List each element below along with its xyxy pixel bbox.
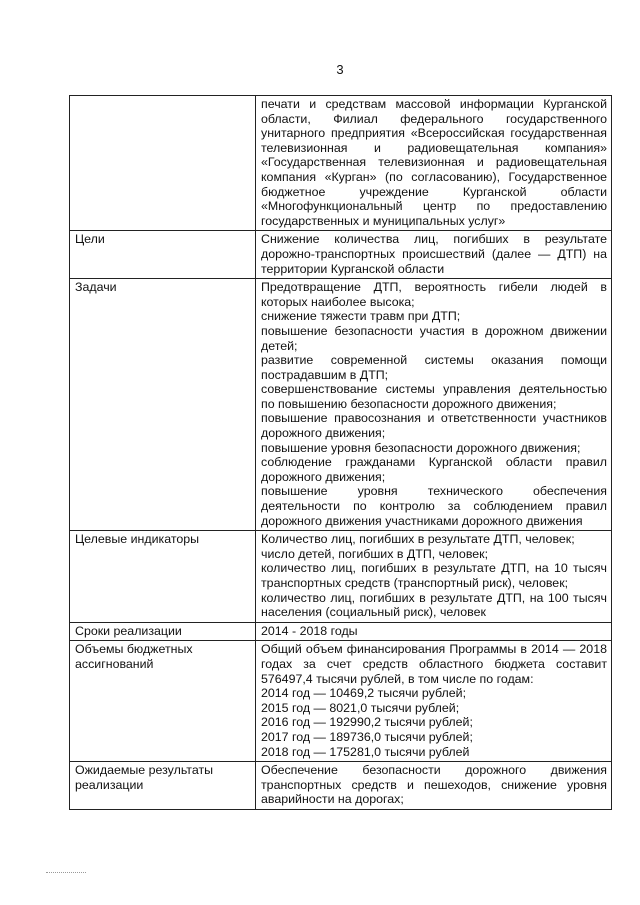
table-row (70, 96, 612, 231)
row-label: Объемы бюджетных ассигнований (70, 641, 256, 762)
value-line: печати и средствам массовой информации Курганской области, Филиал федерального государственного унитарного предприятия «Всероссийская государственная телевизионная и радиовещательная компания» «Государственная телевизионная и радиовещательная компания «Курган» (по согласованию), Государственное бюджетное учреждение Курганской области «Многофункциональный центр по предоставлению государственных и муниципальных услуг» (261, 97, 607, 228)
table-row (70, 531, 612, 623)
value-line: количество лиц, погибших в результате ДТП, на 10 тысяч транспортных средств (транспортный риск), человек; (261, 561, 607, 590)
table-row (70, 641, 612, 762)
value-line: 2015 год — 8021,0 тысячи рублей; (261, 700, 460, 715)
value-line: снижение тяжести травм при ДТП; (261, 309, 461, 324)
value-line: развитие современной системы оказания помощи пострадавшим в ДТП; (261, 353, 607, 382)
row-label: Задачи (70, 279, 256, 531)
table-row (70, 231, 612, 279)
row-label: Целевые индикаторы (70, 531, 256, 623)
row-label: Сроки реализации (70, 622, 256, 641)
value-line: повышение уровня технического обеспечения деятельности по контролю за соблюдением правил дорожного движения участниками дорожного движения (261, 484, 607, 528)
table-row (70, 762, 612, 810)
value-line: число детей, погибших в ДТП, человек; (261, 546, 489, 561)
value-line: Общий объем финансирования Программы в 2014 — 2018 годах за счет средств областного бюджета составит 576497,4 тысячи рублей, в том числе по годам: (261, 642, 607, 686)
table-row (70, 279, 612, 531)
value-line: повышение уровня безопасности дорожного движения; (261, 440, 581, 455)
value-line: 2014 год — 10469,2 тысячи рублей; (261, 686, 467, 701)
row-label: Ожидаемые результаты реализации (70, 762, 256, 810)
table-body (70, 96, 612, 810)
value-line: Снижение количества лиц, погибших в результате дорожно-транспортных происшествий (далее — ДТП) на территории Курганской области (261, 232, 607, 276)
value-line: Обеспечение безопасности дорожного движения транспортных средств и пешеходов, снижение уровня аварийности на дорогах; (261, 763, 607, 807)
value-line: повышение безопасности участия в дорожном движении детей; (261, 323, 607, 353)
value-line: количество лиц, погибших в результате ДТП, на 100 тысяч населения (социальный риск), человек (261, 590, 607, 620)
value-line: 2017 год — 189736,0 тысячи рублей; (261, 729, 473, 744)
value-line: Предотвращение ДТП, вероятность гибели людей в которых наиболее высока; (261, 280, 607, 309)
scan-artifact (46, 872, 86, 875)
row-label: Цели (70, 231, 256, 279)
program-passport-table (69, 95, 612, 810)
row-value (256, 231, 612, 279)
value-line: 2016 год — 192990,2 тысячи рублей; (261, 715, 473, 730)
value-line: 2018 год — 175281,0 тысячи рублей (261, 744, 470, 759)
row-value (256, 622, 612, 641)
page-number: 3 (336, 62, 344, 77)
row-value (256, 531, 612, 623)
row-value (256, 762, 612, 810)
value-line: 2014 - 2018 годы (261, 623, 358, 638)
value-line: совершенствование системы управления деятельностью по повышению безопасности дорожного движения; (261, 382, 607, 411)
value-line: Количество лиц, погибших в результате ДТП, человек; (261, 532, 575, 547)
row-value (256, 96, 612, 231)
row-value (256, 279, 612, 531)
value-line: соблюдение гражданами Курганской области правил дорожного движения; (261, 455, 607, 484)
table-row (70, 622, 612, 641)
value-line: повышение правосознания и ответственности участников дорожного движения; (261, 411, 607, 441)
row-value (256, 641, 612, 762)
row-label (70, 96, 256, 231)
